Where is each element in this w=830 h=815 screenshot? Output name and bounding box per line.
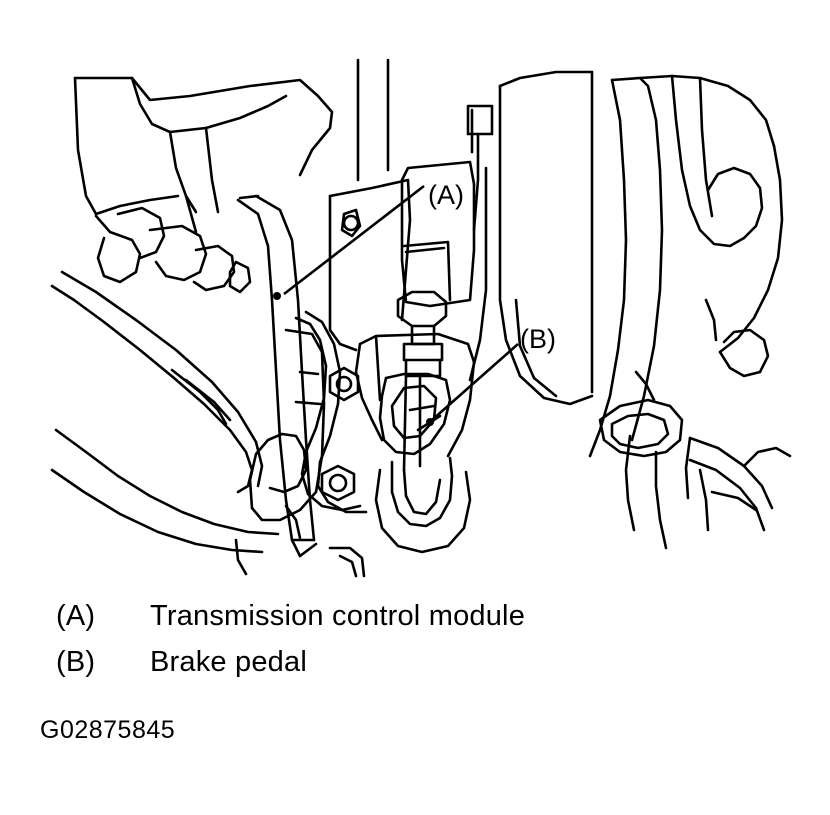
legend-key-a: (A) [56, 600, 96, 632]
callout-label-b: (B) [520, 324, 556, 354]
figure-id-code: G02875845 [40, 716, 176, 744]
legend-row [56, 644, 756, 680]
legend-key-b: (B) [56, 646, 96, 678]
legend-text-a: Transmission control module [150, 600, 526, 632]
legend [56, 598, 756, 690]
callout-label-a: (A) [428, 180, 464, 210]
legend-row [56, 598, 756, 634]
callout-b-point [426, 418, 434, 426]
callout-a-point [273, 292, 281, 300]
legend-text-b: Brake pedal [150, 646, 307, 678]
